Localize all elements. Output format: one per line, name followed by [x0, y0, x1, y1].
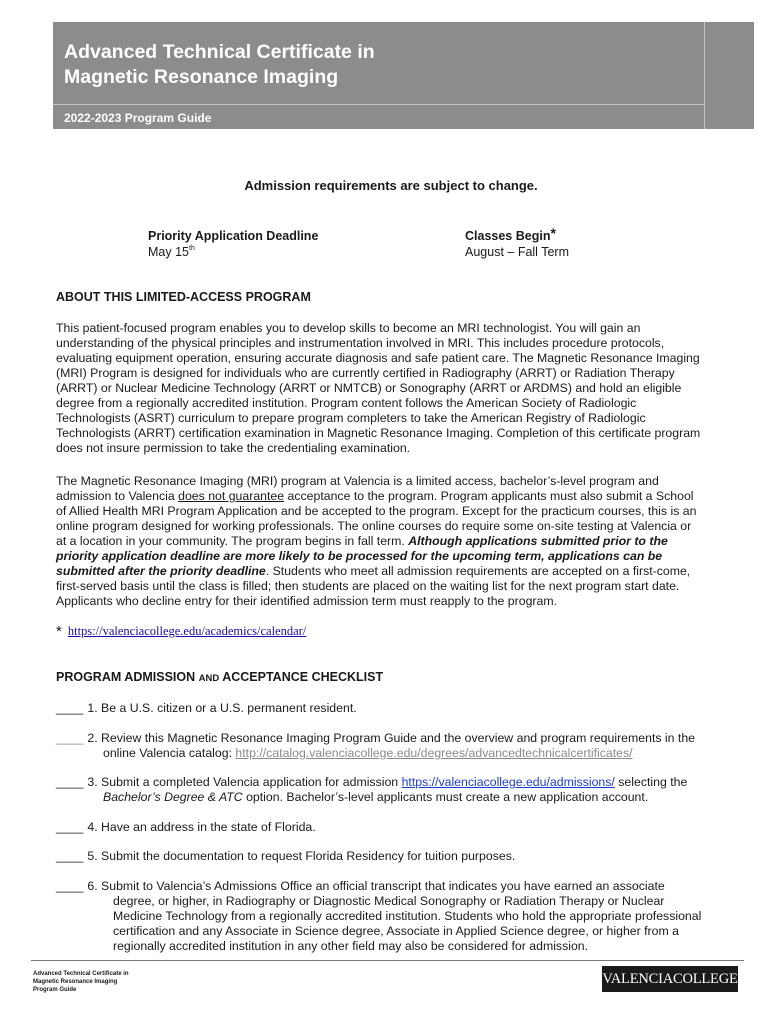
title-line-1: Advanced Technical Certificate in — [64, 41, 375, 63]
checklist-item-1: ____ 1. Be a U.S. citizen or a U.S. permanent resident. — [56, 701, 357, 715]
classes-begin — [465, 225, 569, 260]
footer-rule — [31, 960, 744, 961]
priority-deadline — [148, 228, 318, 260]
checklist-item-3: ____ 3. Submit a completed Valencia application for admission https://valenciacollege.edu/admissions/ selecting the Bachelor’s Degree & ATC option. Bachelor’s-level applicants must create a new application account. — [56, 775, 688, 804]
checklist-heading: PROGRAM ADMISSION AND ACCEPTANCE CHECKLIST — [56, 670, 384, 684]
asterisk-icon: * — [550, 225, 556, 241]
about-paragraph-2: The Magnetic Resonance Imaging (MRI) program at Valencia is a limited access, bachelor’s-level program and admission to Valencia does not guarantee acceptance to the program. Program applicants must also submit a School of Allied Health MRI Program Application and be accepted to the program. Except for the practicum courses, this is an online program designed for working professionals. The online courses do require some on-site testing at Valencia or at a location in your community. The program begins in fall term. Although applications submitted prior to the priority application deadline are more likely to be processed for the upcoming term, applications can be submitted after the priority deadline. Students who meet all admission requirements are accepted on a first-come, first-served basis until the class is filled; then students are placed on the waiting list for the next program start date. Applicants who decline entry for their identified admission term must reapply to the program. — [56, 474, 697, 608]
about-paragraph-1: This patient-focused program enables you to develop skills to become an MRI technologist. You will gain an understanding of the physical principles and instrumentation involved in MRI. This includes procedure protocols, evaluating equipment operation, ensuring accurate diagnosis and safe patient care. The Magnetic Resonance Imaging (MRI) Program is designed for individuals who are currently certified in Radiography (ARRT) or Radiation Therapy (ARRT) or Nuclear Medicine Technology (ARRT or NMTCB) or Sonography (ARRT or ARDMS) and hold an eligible degree from a regionally accredited institution. Program content follows the American Society of Radiologic Technologists (ASRT) curriculum to prepare program completers to take the American Registry of Radiologic Technologists (ARRT) certification examination in Magnetic Resonance Imaging. Completion of this certificate program does not insure permission to take the credentialing examination. — [56, 321, 701, 455]
checkbox-blank[interactable]: ____ — [56, 849, 84, 863]
calendar-link[interactable]: https://valenciacollege.edu/academics/calendar/ — [67, 623, 307, 638]
classes-begin-value: August – Fall Term — [465, 245, 569, 259]
checklist-item-6: ____ 6. Submit to Valencia’s Admissions Office an official transcript that indicates you have earned an associate degree, or higher, in Radiography or Diagnostic Medical Sonography or Radiation Therapy or Nuclear Medicine Technology from a regionally accredited institution. Students who hold the appropriate professional certification and any Associate in Science degree, Associate in Applied Science degree, or higher from a regionally accredited institution in any other field may also be considered for admission. — [56, 879, 702, 953]
priority-deadline-label: Priority Application Deadline — [148, 229, 319, 243]
calendar-reference — [56, 623, 306, 640]
catalog-link[interactable]: http://catalog.valenciacollege.edu/degrees/advancedtechnicalcertificates/ — [235, 746, 633, 760]
valencia-college-logo: VALENCIACOLLEGE — [602, 966, 738, 992]
checklist-item-2: ____ 2. Review this Magnetic Resonance Imaging Program Guide and the overview and program requirements in the online Valencia catalog: http://catalog.valenciacollege.edu/degrees/advancedtechnicalcertificates/ — [56, 731, 696, 760]
priority-deadline-value: May 15th — [148, 245, 195, 259]
program-guide-subtitle: 2022-2023 Program Guide — [64, 111, 212, 125]
checkbox-blank[interactable]: ____ — [56, 820, 84, 834]
admission-notice: Admission requirements are subject to change. — [244, 178, 538, 193]
checkbox-blank[interactable]: ____ — [56, 775, 84, 789]
classes-begin-label: Classes Begin* — [465, 225, 556, 243]
checkbox-blank[interactable]: ____ — [56, 879, 84, 893]
checklist-item-5: ____ 5. Submit the documentation to request Florida Residency for tuition purposes. — [56, 849, 516, 863]
asterisk-icon: * — [56, 623, 62, 640]
checkbox-blank[interactable]: ____ — [56, 701, 84, 715]
title-line-2: Magnetic Resonance Imaging — [64, 66, 339, 88]
checkbox-blank[interactable]: ____ — [56, 731, 84, 745]
footer-text: Advanced Technical Certificate in Magnetic Resonance Imaging Program Guide — [33, 971, 129, 993]
document-title — [64, 40, 684, 90]
header-divider — [704, 22, 705, 129]
checklist-item-4: ____ 4. Have an address in the state of Florida. — [56, 820, 316, 834]
admissions-link[interactable]: https://valenciacollege.edu/admissions/ — [401, 775, 615, 789]
about-heading: ABOUT THIS LIMITED-ACCESS PROGRAM — [56, 290, 311, 304]
header-rule — [53, 104, 704, 105]
